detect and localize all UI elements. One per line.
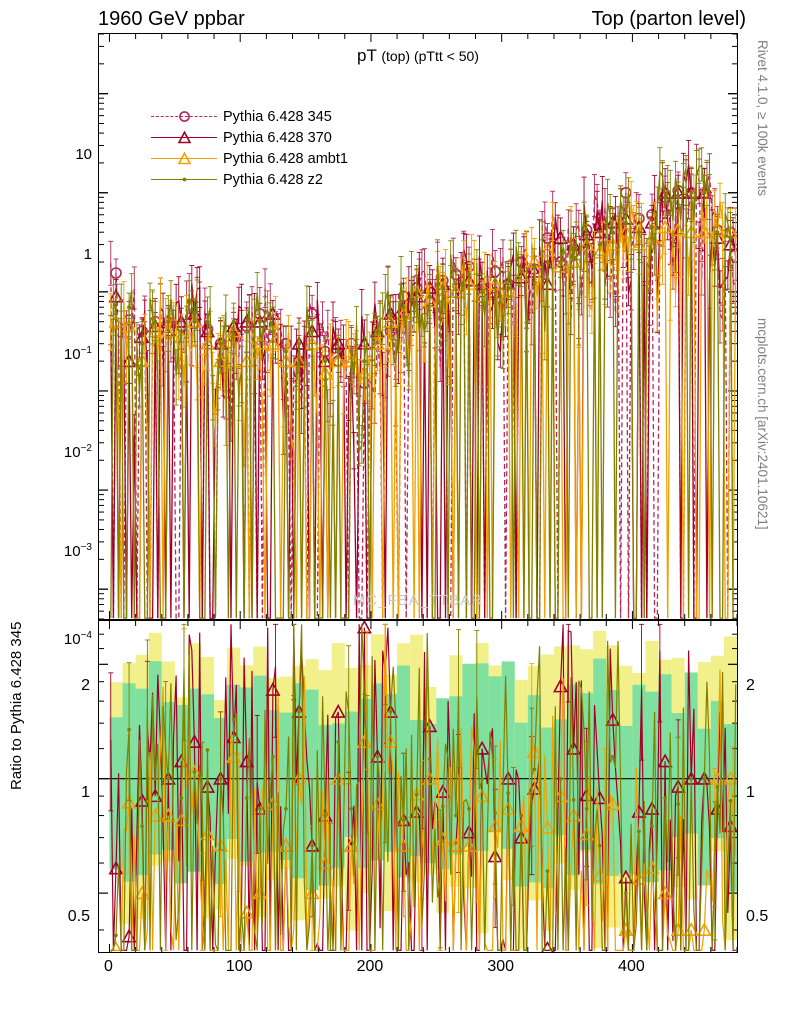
legend-label-1: Pythia 6.428 370 [223, 129, 332, 146]
ratio-y-axis-label: Ratio to Pythia 6.428 345 [8, 621, 25, 790]
ratio-y-tick-2-left: 2 [81, 677, 90, 694]
plot-title [99, 46, 737, 66]
legend-item-2[interactable] [151, 148, 348, 169]
y-tick-1e-1: $10^{-1}$ [63, 345, 92, 363]
main-plot-panel [98, 33, 738, 620]
legend-item-3[interactable] [151, 169, 348, 190]
y-tick-1e-4: $10^{-4}$ [63, 630, 92, 648]
x-tick-200: 200 [356, 958, 384, 975]
arxiv-reference-label: mcplots.cern.ch [arXiv:2401.10621] [755, 318, 770, 530]
main-y-axis-labels [0, 33, 92, 648]
legend [151, 106, 348, 190]
legend-label-3: Pythia 6.428 z2 [223, 171, 323, 188]
legend-key-circle-icon [151, 107, 217, 127]
legend-label-0: Pythia 6.428 345 [223, 108, 332, 125]
legend-item-1[interactable] [151, 127, 348, 148]
header-process-label: Top (parton level) [591, 8, 746, 30]
x-tick-0: 0 [104, 958, 113, 975]
ratio-plot-canvas [99, 621, 737, 952]
ratio-y-axis-labels-right [742, 620, 786, 953]
legend-item-0[interactable] [151, 106, 348, 127]
plot-title-sub: (top) (pTtt < 50) [381, 48, 479, 64]
y-tick-1e-3: $10^{-3}$ [63, 542, 92, 560]
watermark-label: MC_FBA_TTBAR [352, 592, 484, 609]
legend-key-triangle-orange-icon [151, 149, 217, 169]
legend-key-triangle-icon [151, 128, 217, 148]
rivet-version-label: Rivet 4.1.0, ≥ 100k events [755, 40, 770, 196]
x-axis-tick-labels [0, 958, 786, 984]
header-beam-label: 1960 GeV ppbar [98, 8, 245, 30]
x-tick-100: 100 [225, 958, 253, 975]
ratio-y-tick-2-right: 2 [746, 677, 755, 694]
y-tick-1e-2: $10^{-2}$ [63, 443, 92, 461]
legend-key-dot-icon [151, 170, 217, 190]
legend-label-2: Pythia 6.428 ambt1 [223, 150, 348, 167]
ratio-y-tick-0.5-left: 0.5 [67, 908, 90, 925]
ratio-y-tick-1-right: 1 [746, 784, 755, 801]
ratio-y-axis-labels-left [0, 620, 96, 953]
ratio-y-tick-1-left: 1 [81, 784, 90, 801]
plot-title-main: pT [357, 46, 377, 65]
x-tick-300: 300 [487, 958, 515, 975]
y-tick-10: 10 [75, 146, 92, 163]
y-tick-1: 1 [83, 246, 92, 263]
ratio-y-tick-0.5-right: 0.5 [746, 908, 769, 925]
x-tick-400: 400 [618, 958, 645, 975]
ratio-plot-panel [98, 620, 738, 953]
